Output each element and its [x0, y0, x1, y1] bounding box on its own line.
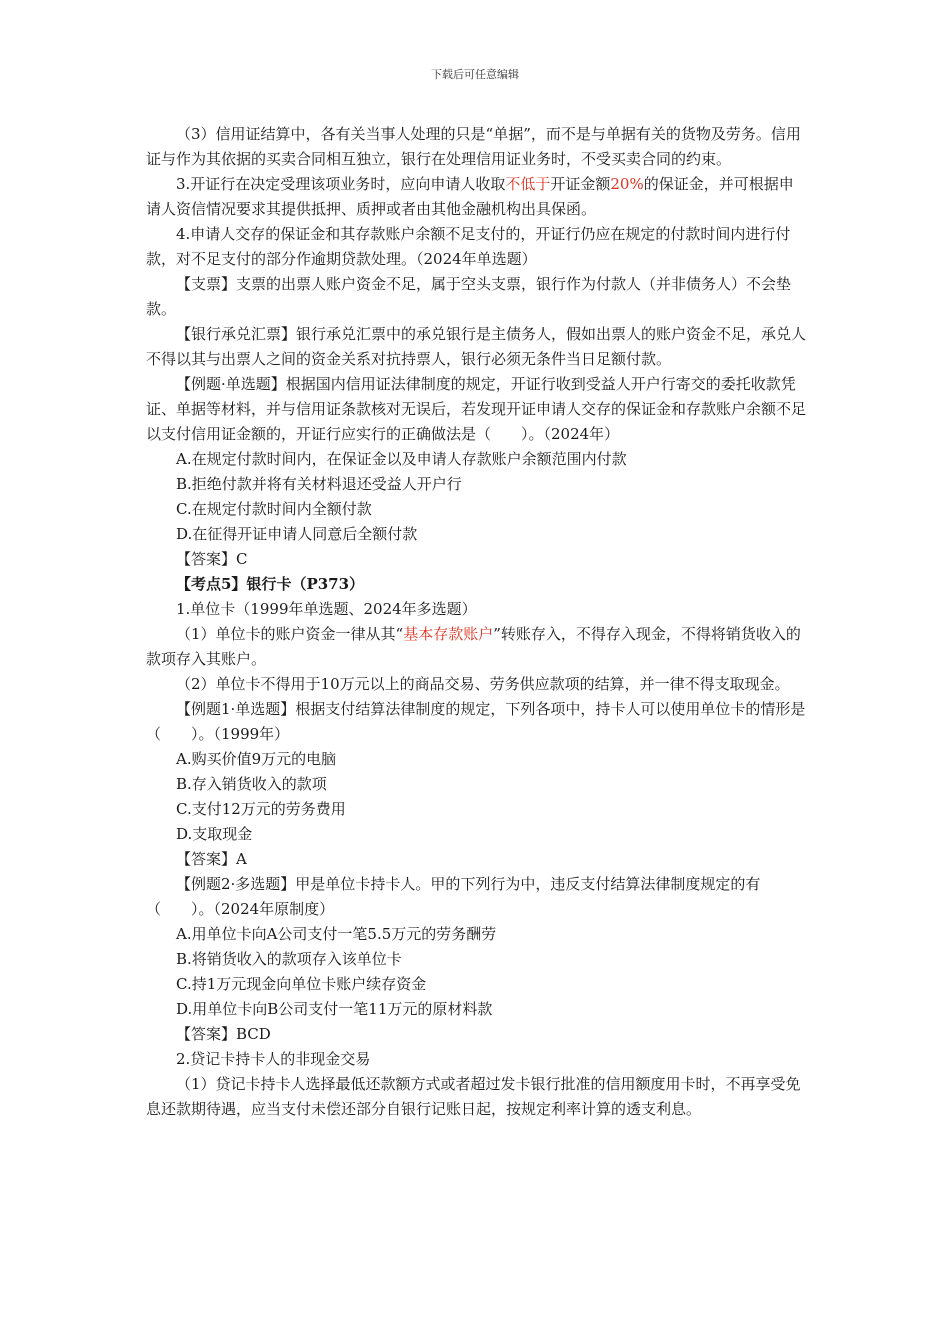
- paragraph-unit-card-funds: （1）单位卡的账户资金一律从其“基本存款账户”转账存入，不得存入现金，不得将销货收入的款项存入其账户。: [146, 625, 801, 668]
- highlight-not-less-than: 不低于: [505, 175, 551, 193]
- example2-question: 【例题2·多选题】甲是单位卡持卡人。甲的下列行为中，违反支付结算法律制度规定的有（ ）。（2024年原制度）: [146, 875, 761, 918]
- page-header: 下载后可任意编辑: [431, 68, 519, 81]
- example1-question: 【例题1·单选题】根据支付结算法律制度的规定，下列各项中，持卡人可以使用单位卡的情形是（ ）。（1999年）: [146, 700, 806, 743]
- highlight-basic-account: 基本存款账户: [403, 625, 494, 643]
- highlight-percentage: 20%: [610, 175, 644, 193]
- example2-option-b: B.将销货收入的款项存入该单位卡: [176, 950, 402, 968]
- example2-option-d: D.用单位卡向B公司支付一笔11万元的原材料款: [176, 1000, 493, 1018]
- option-b: B.拒绝付款并将有关材料退还受益人开户行: [176, 475, 462, 493]
- paragraph-cheque: 【支票】支票的出票人账户资金不足，属于空头支票，银行作为付款人（并非债务人）不会垫款。: [146, 275, 792, 318]
- example2-option-c: C.持1万元现金向单位卡账户续存资金: [176, 975, 427, 993]
- paragraph-credit-card-interest: （1）贷记卡持卡人选择最低还款额方式或者超过发卡银行批准的信用额度用卡时，不再享受免息还款期待遇，应当支付未偿还部分自银行记账日起，按规定利率计算的透支利息。: [146, 1075, 801, 1118]
- example1-option-b: B.存入销货收入的款项: [176, 775, 327, 793]
- section-heading: 【考点5】银行卡（P373）: [176, 575, 365, 593]
- option-a: A.在规定付款时间内，在保证金以及申请人存款账户余额范围内付款: [176, 450, 627, 468]
- example1-answer: 【答案】A: [176, 850, 247, 868]
- document-body: [146, 122, 808, 1122]
- example-question: 【例题·单选题】根据国内信用证法律制度的规定，开证行收到受益人开户行寄交的委托收款凭证、单据等材料，并与信用证条款核对无误后，若发现开证申请人交存的保证金和存款账户余额不足以支付信用证金额的，开证行应实行的正确做法是（ ）。（2024年）: [146, 375, 807, 443]
- option-d: D.在征得开证申请人同意后全额付款: [176, 525, 418, 543]
- paragraph-bank-acceptance: 【银行承兑汇票】银行承兑汇票中的承兑银行是主债务人，假如出票人的账户资金不足，承兑人不得以其与出票人之间的资金关系对抗持票人，银行必须无条件当日足额付款。: [146, 325, 807, 368]
- example2-option-a: A.用单位卡向A公司支付一笔5.5万元的劳务酬劳: [176, 925, 497, 943]
- paragraph-deposit-requirement: 3.开证行在决定受理该项业务时，应向申请人收取不低于开证金额20%的保证金，并可根据申请人资信情况要求其提供抵押、质押或者由其他金融机构出具保函。: [146, 175, 794, 218]
- paragraph-insufficient-funds: 4.申请人交存的保证金和其存款账户余额不足支付的，开证行仍应在规定的付款时间内进行付款，对不足支付的部分作逾期贷款处理。（2024年单选题）: [146, 225, 791, 268]
- example2-answer: 【答案】BCD: [176, 1025, 271, 1043]
- example1-option-c: C.支付12万元的劳务费用: [176, 800, 346, 818]
- subheading-unit-card: 1.单位卡（1999年单选题、2024年多选题）: [176, 600, 477, 618]
- option-c: C.在规定付款时间内全额付款: [176, 500, 372, 518]
- paragraph-lc-independence: （3）信用证结算中，各有关当事人处理的只是“单据”，而不是与单据有关的货物及劳务。信用证与作为其依据的买卖合同相互独立，银行在处理信用证业务时，不受买卖合同的约束。: [146, 125, 801, 168]
- paragraph-unit-card-limit: （2）单位卡不得用于10万元以上的商品交易、劳务供应款项的结算，并一律不得支取现金。: [176, 675, 790, 693]
- example1-option-d: D.支取现金: [176, 825, 253, 843]
- answer: 【答案】C: [176, 550, 248, 568]
- subheading-credit-card: 2.贷记卡持卡人的非现金交易: [176, 1050, 371, 1068]
- example1-option-a: A.购买价值9万元的电脑: [176, 750, 337, 768]
